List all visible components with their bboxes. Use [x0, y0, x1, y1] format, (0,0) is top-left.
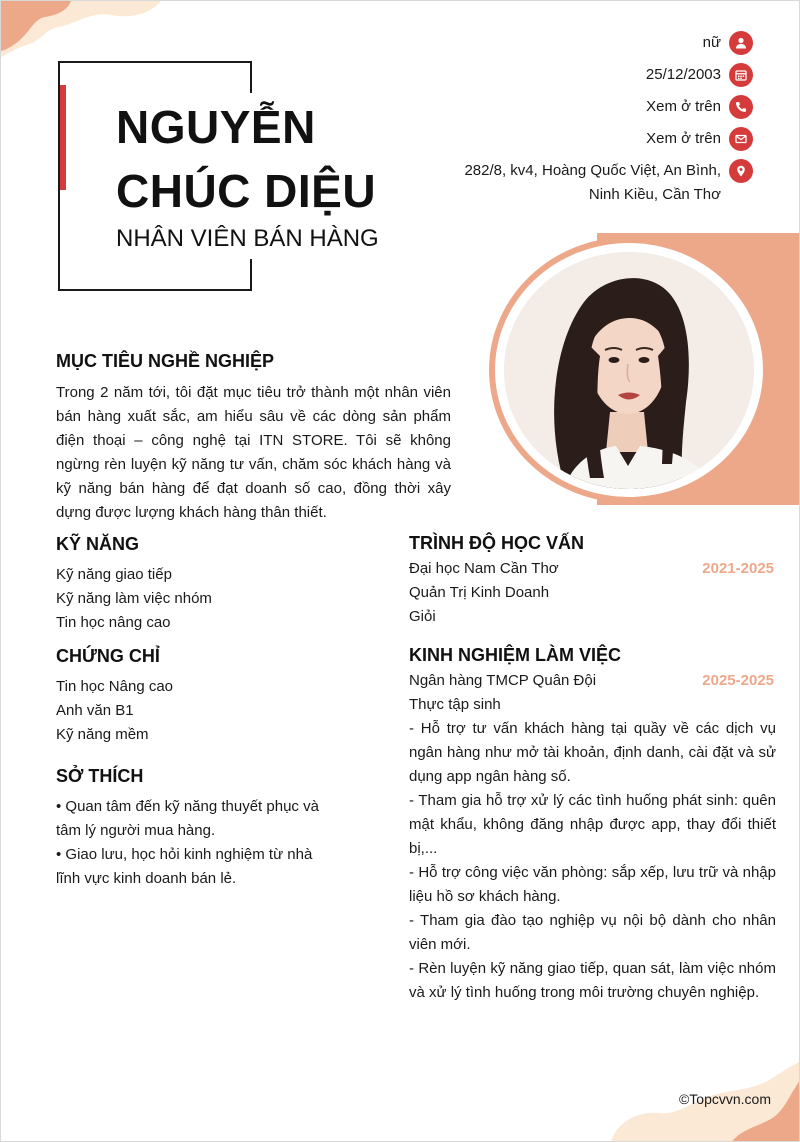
- frame-bottom-line: [58, 289, 252, 291]
- list-item: - Tham gia đào tạo nghiệp vụ nội bộ dành cho nhân viên mới.: [409, 912, 776, 953]
- position: Thực tập sinh: [409, 696, 501, 713]
- location-pin-icon: [729, 159, 753, 183]
- contact-gender: [413, 31, 753, 55]
- hobbies-heading: SỞ THÍCH: [56, 766, 144, 786]
- copyright: ©Topcvvn.com: [678, 1091, 771, 1107]
- frame-top-tick: [250, 61, 252, 93]
- experience-heading: KINH NGHIỆM LÀM VIỆC: [409, 645, 622, 665]
- frame-bottom-tick: [250, 259, 252, 291]
- contact-email: [413, 127, 753, 151]
- major: Quản Trị Kinh Doanh: [409, 584, 550, 601]
- school-name: Đại học Nam Cần Thơ: [409, 560, 559, 577]
- birthday-text: 25/12/2003: [645, 66, 721, 83]
- list-item: - Rèn luyện kỹ năng giao tiếp, quan sát, làm việc nhóm và xử lý tình huống trong môi trường chuyên nghiệp.: [409, 960, 776, 1001]
- certificates-heading: CHỨNG CHỈ: [56, 646, 160, 666]
- list-item: - Hỗ trợ tư vấn khách hàng tại quầy về các dịch vụ ngân hàng như mở tài khoản, định danh, cài đặt và sử dụng app ngân hàng số.: [409, 720, 776, 785]
- calendar-icon: [729, 63, 753, 87]
- address-text: [464, 159, 721, 207]
- name-line-2: CHÚC DIỆU: [116, 165, 377, 217]
- list-item: Tin học Nâng cao: [56, 678, 174, 695]
- contact-info: [413, 31, 753, 215]
- contact-address: [413, 159, 753, 207]
- list-item: Kỹ năng mềm: [56, 726, 149, 743]
- skills-list: [56, 563, 356, 635]
- user-icon: [729, 31, 753, 55]
- gender-text: nữ: [702, 34, 721, 51]
- list-item: - Tham gia hỗ trợ xử lý các tình huống phát sinh: quên mật khẩu, không đăng nhập được app, thay đổi thiết bị,...: [409, 792, 776, 857]
- certificates-list: [56, 675, 356, 747]
- list-item: Anh văn B1: [56, 702, 134, 719]
- frame-top-line: [58, 61, 252, 63]
- list-item: • Giao lưu, học hỏi kinh nghiệm từ nhà lĩnh vực kinh doanh bán lẻ.: [56, 846, 313, 887]
- grade: Giỏi: [409, 608, 436, 625]
- contact-birthday: [413, 63, 753, 87]
- list-item: - Hỗ trợ công việc văn phòng: sắp xếp, lưu trữ và nhập liệu hồ sơ khách hàng.: [409, 864, 776, 905]
- job-title: NHÂN VIÊN BÁN HÀNG: [116, 225, 379, 252]
- mail-icon: [729, 127, 753, 151]
- list-item: Tin học nâng cao: [56, 614, 171, 631]
- top-left-blob: [1, 1, 161, 61]
- profile-photo: [504, 252, 754, 489]
- education-years: 2021-2025: [702, 560, 774, 577]
- address-line-2: Ninh Kiều, Cần Thơ: [588, 186, 721, 203]
- hobbies-list: [56, 795, 321, 891]
- list-item: Kỹ năng giao tiếp: [56, 566, 172, 583]
- objective-text: Trong 2 năm tới, tôi đặt mục tiêu trở thành một nhân viên bán hàng xuất sắc, am hiểu sâu về các dòng sản phẩm điện thoại – công nghệ tại ITN STORE. Tôi sẽ không ngừng rèn luyện kỹ năng tư vấn, chăm sóc khách hàng và kỹ năng bán hàng để đạt doanh số cao, đồng thời xây dựng được lượng khách hàng thân thiết.: [56, 384, 451, 521]
- company-name: Ngân hàng TMCP Quân Đội: [409, 672, 597, 689]
- experience-years: 2025-2025: [702, 672, 774, 689]
- education-details: [409, 557, 669, 629]
- skills-heading: KỸ NĂNG: [56, 534, 140, 554]
- name-line-1: NGUYỄN: [116, 101, 316, 153]
- education-heading: TRÌNH ĐỘ HỌC VẤN: [409, 533, 584, 553]
- accent-bar: [60, 85, 66, 190]
- full-name: [116, 95, 376, 223]
- list-item: Kỹ năng làm việc nhóm: [56, 590, 212, 607]
- address-line-1: 282/8, kv4, Hoàng Quốc Việt, An Bình,: [464, 162, 721, 179]
- email-text: Xem ở trên: [646, 130, 721, 147]
- phone-text: Xem ở trên: [646, 98, 721, 115]
- phone-icon: [729, 95, 753, 119]
- list-item: • Quan tâm đến kỹ năng thuyết phục và tâm lý người mua hàng.: [56, 798, 319, 839]
- experience-details: [409, 669, 776, 1005]
- objective-heading: MỤC TIÊU NGHỀ NGHIỆP: [56, 351, 275, 371]
- contact-phone: [413, 95, 753, 119]
